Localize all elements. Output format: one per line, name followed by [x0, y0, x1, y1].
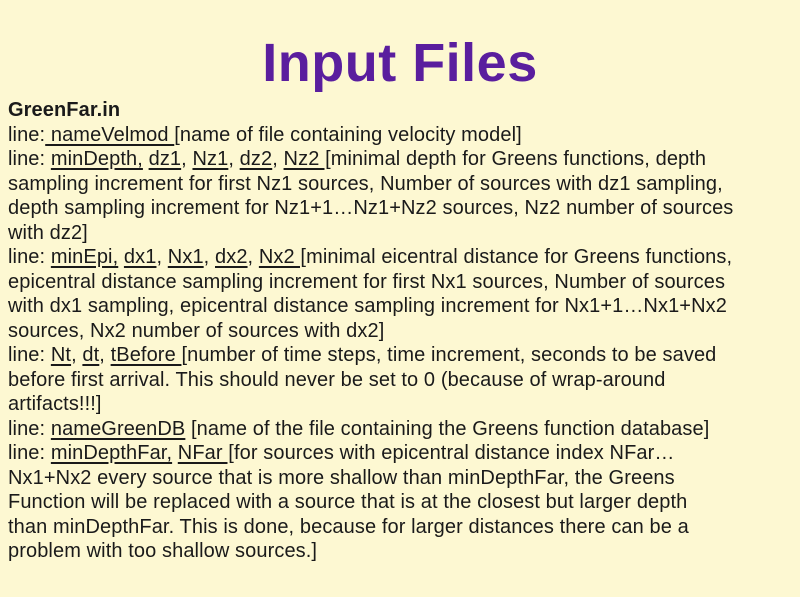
body-line — [8, 294, 792, 319]
slide-body — [0, 98, 800, 564]
text-run: Nx1+Nx2 every source that is more shallow than minDepthFar, the Greens — [8, 466, 675, 489]
text-run: Function will be replaced with a source that is at the closest but larger depth — [8, 491, 688, 513]
underlined-parameter: Nx2 [ — [258, 246, 307, 268]
underlined-parameter: dx1 — [123, 246, 157, 268]
underlined-parameter: Nz1 — [192, 148, 229, 170]
underlined-parameter: dx2 — [215, 246, 248, 268]
underlined-parameter: tBefore — [110, 344, 182, 366]
text-run: [name of the file containing the Greens function database] — [185, 417, 710, 440]
text-run: with dz2] — [8, 221, 88, 244]
underlined-parameter: dz2 — [239, 148, 273, 170]
text-run: epicentral distance sampling increment for first Nx1 sources, Number of sources — [8, 270, 726, 293]
underlined-parameter: NFar [ — [177, 442, 234, 464]
text-run: , — [247, 246, 259, 268]
body-line — [8, 417, 792, 442]
underlined-parameter: minDepth, — [50, 148, 143, 170]
text-run: , — [99, 344, 111, 366]
body-line — [8, 539, 792, 564]
underlined-parameter: nameVelmod — [45, 123, 175, 146]
body-line — [8, 319, 792, 344]
body-line — [8, 343, 792, 368]
text-run: , — [272, 148, 284, 170]
text-run: before first arrival. This should never be set to 0 (because of wrap-around — [8, 368, 666, 391]
text-run: artifacts!!!] — [8, 393, 102, 415]
body-line — [8, 123, 792, 148]
text-run: line: — [8, 442, 51, 464]
body-line — [8, 368, 792, 393]
body-line — [8, 221, 792, 246]
underlined-parameter: Nz2 [ — [283, 148, 331, 170]
text-run: [number of time steps, time increment, seconds to be saved — [181, 344, 717, 366]
underlined-parameter: dt — [82, 344, 100, 366]
text-run: [name of file containing velocity model] — [174, 123, 522, 146]
text-run: sampling increment for first Nz1 sources, Number of sources with dz1 sampling, — [8, 172, 723, 195]
text-run: line: — [8, 123, 46, 146]
underlined-parameter: minDepthFar, — [50, 442, 173, 464]
underlined-parameter: dz1 — [148, 148, 182, 170]
text-run: , — [156, 246, 168, 268]
body-line — [8, 466, 792, 491]
text-run: line: — [8, 344, 51, 366]
slide-title: Input Files — [262, 33, 538, 93]
text-run: , — [203, 246, 215, 268]
text-run: depth sampling increment for Nz1+1…Nz1+Nz2 sources, Nz2 number of sources — [8, 197, 734, 219]
text-run: line: — [8, 246, 51, 268]
body-line — [8, 392, 792, 417]
underlined-parameter: nameGreenDB — [50, 417, 186, 440]
body-line — [8, 270, 792, 295]
body-line — [8, 441, 792, 466]
text-run: , — [71, 344, 83, 366]
underlined-parameter: Nt — [50, 344, 72, 366]
body-line — [8, 172, 792, 197]
text-run: for sources with epicentral distance index NFar… — [233, 442, 675, 464]
text-run: with dx1 sampling, epicentral distance sampling increment for Nx1+1…Nx1+Nx2 — [8, 295, 727, 317]
body-line — [8, 245, 792, 270]
body-line — [8, 147, 792, 172]
text-run: , — [181, 148, 193, 170]
text-run: sources, Nx2 number of sources with dx2] — [8, 319, 385, 342]
text-run: , — [228, 148, 240, 170]
text-run: line: — [8, 148, 51, 170]
body-line — [8, 196, 792, 221]
text-run: problem with too shallow sources.] — [8, 540, 318, 562]
slide-body-lines — [8, 123, 792, 564]
text-run: minimal eicentral distance for Greens functions, — [306, 246, 733, 268]
text-run: minimal depth for Greens functions, depth — [330, 148, 707, 170]
text-run: than minDepthFar. This is done, because for larger distances there can be a — [8, 515, 689, 538]
underlined-parameter: minEpi, — [50, 246, 119, 268]
text-run: line: — [8, 417, 51, 440]
file-name-heading: GreenFar.in — [8, 99, 121, 121]
underlined-parameter: Nx1 — [167, 246, 204, 268]
body-line — [8, 515, 792, 540]
body-line — [8, 490, 792, 515]
